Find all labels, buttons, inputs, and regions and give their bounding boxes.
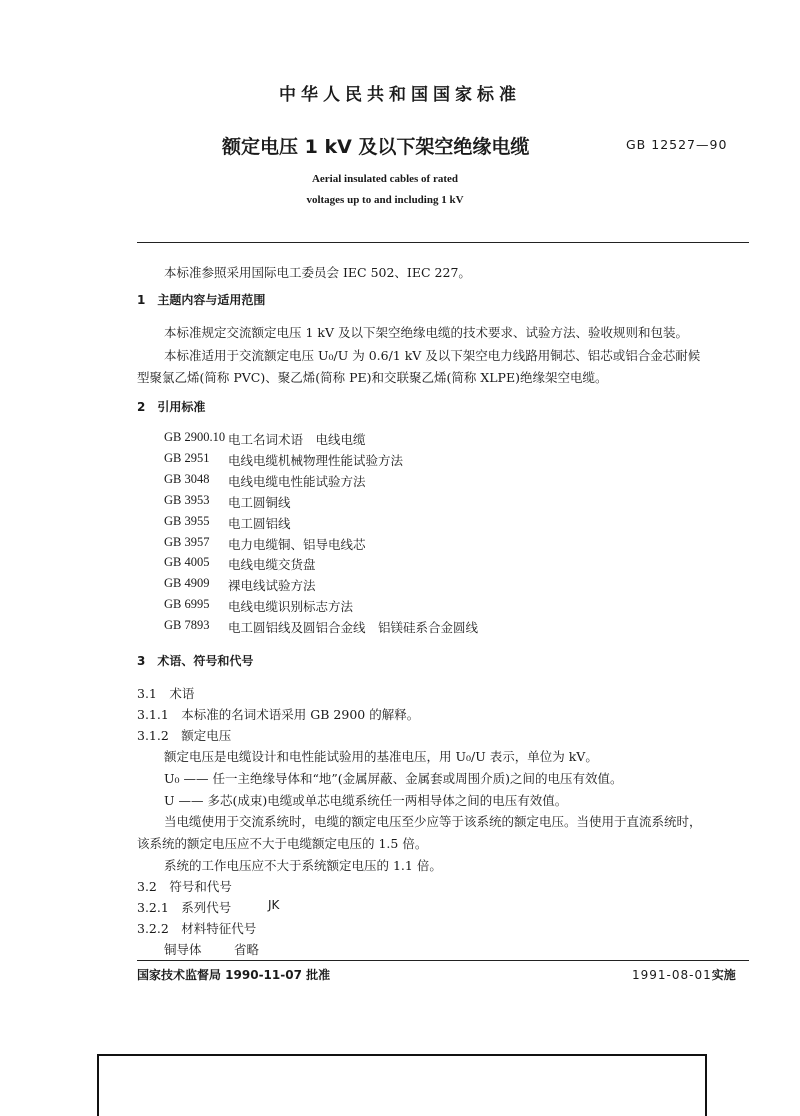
ac-dc-paragraph-line-1: 当电缆使用于交流系统时，电缆的额定电压至少应等于该系统的额定电压。当使用于直流系统时， [164, 814, 702, 829]
reference-title: 电工圆铝线 [228, 515, 291, 531]
standard-code: GB 12527—90 [626, 137, 728, 152]
reference-title: 电线电缆机械物理性能试验方法 [228, 452, 404, 468]
reference-title: 电工圆铜线 [228, 494, 291, 510]
reference-code: GB 3953 [164, 492, 210, 507]
reference-code: GB 3048 [164, 471, 210, 486]
u0-definition: U₀ —— 任一主绝缘导体和“地”(金属屏蔽、金属套或周围介质)之间的电压有效值。 [164, 771, 623, 786]
clause-3-2-1: 3.2.1 系列代号 [137, 900, 232, 915]
section-1-heading: 1 主题内容与适用范围 [137, 293, 266, 307]
clause-3-1-2: 3.1.2 额定电压 [137, 728, 232, 743]
approval-statement: 国家技术监督局 1990-11-07 批准 [137, 968, 331, 982]
section-2-heading: 2 引用标准 [137, 400, 206, 414]
reference-title: 电工圆铝线及圆铝合金线 铝镁硅系合金圆线 [228, 620, 479, 636]
reference-code: GB 6995 [164, 597, 210, 612]
clause-3-2-2: 3.2.2 材料特征代号 [137, 921, 257, 936]
reference-title: 电线电缆识别标志方法 [228, 599, 354, 615]
standard-body-title: 中华人民共和国国家标准 [279, 85, 521, 105]
u-definition: U —— 多芯(成束)电缆或单芯电缆系统任一两相导体之间的电压有效值。 [164, 793, 568, 808]
effective-date: 1991-08-01 [632, 968, 712, 982]
footer-divider [137, 960, 749, 961]
english-title-line-2: voltages up to and including 1 kV [306, 194, 464, 206]
working-voltage-paragraph: 系统的工作电压应不大于系统额定电压的 1.1 倍。 [164, 858, 442, 873]
ac-dc-paragraph-line-2: 该系统的额定电压应不大于电缆额定电压的 1.5 倍。 [137, 836, 428, 851]
copper-conductor-label: 铜导体 [164, 942, 202, 957]
reference-code: GB 3955 [164, 513, 210, 528]
clause-3-1-1: 3.1.1 本标准的名词术语采用 GB 2900 的解释。 [137, 707, 420, 722]
section-1-paragraph-2-line-1: 本标准适用于交流额定电压 U₀/U 为 0.6/1 kV 及以下架空电力线路用铜芯、铝芯或铝合金芯耐候 [164, 348, 701, 363]
rated-voltage-definition: 额定电压是电缆设计和电性能试验用的基准电压，用 U₀/U 表示，单位为 kV。 [164, 749, 598, 764]
clause-3-1: 3.1 术语 [137, 686, 195, 701]
reference-code: GB 3957 [164, 534, 210, 549]
clause-3-2: 3.2 符号和代号 [137, 879, 232, 894]
section-1-paragraph-2-line-2: 型聚氯乙烯(简称 PVC)、聚乙烯(简称 PE)和交联聚乙烯(简称 XLPE)绝缘架空电缆。 [137, 370, 608, 385]
intro-paragraph: 本标准参照采用国际电工委员会 IEC 502、IEC 227。 [164, 265, 471, 280]
reference-title: 电线电缆交货盘 [228, 557, 316, 573]
reference-title: 电线电缆电性能试验方法 [228, 473, 366, 489]
bottom-frame [97, 1054, 707, 1116]
effective-statement [632, 966, 736, 983]
copper-conductor-code: 省略 [234, 942, 260, 957]
document-title: 额定电压 1 kV 及以下架空绝缘电缆 [222, 136, 530, 158]
effective-word: 实施 [711, 968, 736, 982]
reference-title: 裸电线试验方法 [228, 578, 316, 594]
reference-code: GB 2900.10 [164, 430, 226, 444]
english-title-line-1: Aerial insulated cables of rated [311, 173, 459, 185]
section-1-paragraph-1: 本标准规定交流额定电压 1 kV 及以下架空绝缘电缆的技术要求、试验方法、验收规则和包装。 [164, 325, 688, 340]
reference-title: 电力电缆铜、铝导电线芯 [228, 536, 366, 552]
reference-code: GB 2951 [164, 450, 210, 465]
section-3-heading: 3 术语、符号和代号 [137, 654, 254, 668]
reference-code: GB 4005 [164, 555, 210, 570]
reference-title: 电工名词术语 电线电缆 [228, 432, 366, 447]
reference-code: GB 7893 [164, 618, 210, 633]
series-code-value: JK [268, 898, 280, 912]
header-divider [137, 242, 749, 243]
reference-code: GB 4909 [164, 576, 210, 591]
